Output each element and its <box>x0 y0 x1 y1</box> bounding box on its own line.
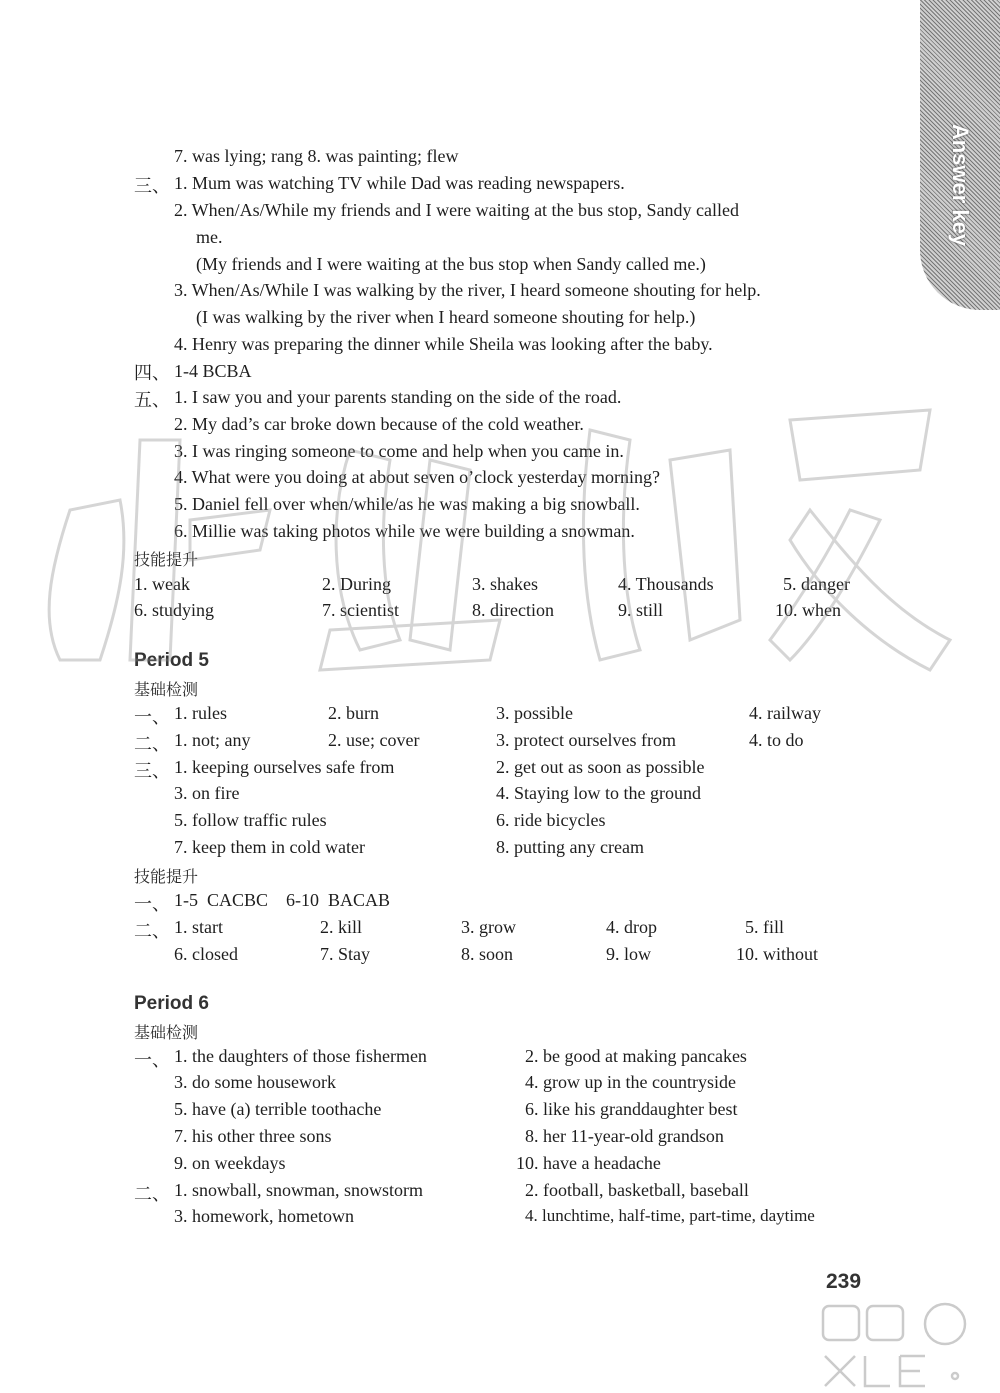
period-title: Period 5 <box>134 650 209 671</box>
section-mark: 五、 <box>134 390 170 410</box>
answer-item: 5. follow traffic rules <box>174 810 327 830</box>
section-mark: 一、 <box>134 1050 170 1070</box>
answer-item: 1. not; any <box>174 730 251 750</box>
answer-item: 10. without <box>736 944 819 964</box>
answer-item: 9. on weekdays <box>174 1153 286 1173</box>
section-mark: 一、 <box>134 894 170 914</box>
answer-item: 3. do some housework <box>174 1072 336 1092</box>
section-label: 基础检测 <box>134 1023 199 1042</box>
answer-item: 1. rules <box>174 703 227 723</box>
answer-item: 10. when <box>775 600 841 620</box>
answer-item: 2. kill <box>320 917 363 937</box>
answer-line: 5. Daniel fell over when/while/as he was making a big snowball. <box>174 494 640 514</box>
answer-item: 5. fill <box>745 917 784 937</box>
answer-item: 7. keep them in cold water <box>174 837 365 857</box>
section-mark: 二、 <box>134 734 170 754</box>
answer-item: 6. closed <box>174 944 238 964</box>
answer-item: 2. burn <box>328 703 379 723</box>
answer-line: 2. When/As/While my friends and I were waiting at the bus stop, Sandy called <box>174 200 740 220</box>
section-mark: 四、 <box>134 363 170 383</box>
answer-item: 3. protect ourselves from <box>496 730 676 750</box>
answer-item: 8. soon <box>461 944 514 964</box>
answer-item: 2. use; cover <box>328 730 420 750</box>
answer-line: 3. When/As/While I was walking by the river, I heard someone shouting for help. <box>174 280 761 300</box>
section-mark: 二、 <box>134 1184 170 1204</box>
answer-item: 2. football, basketball, baseball <box>525 1180 749 1200</box>
answer-item: 9. still <box>618 600 664 620</box>
answer-item: 10. have a headache <box>516 1153 661 1173</box>
answer-line: 2. My dad’s car broke down because of the cold weather. <box>174 414 584 434</box>
answer-item: 6. ride bicycles <box>496 810 606 830</box>
section-label: 基础检测 <box>134 680 199 699</box>
answer-item: 7. his other three sons <box>174 1126 332 1146</box>
period-title: Period 6 <box>134 993 209 1014</box>
answer-item: 4. railway <box>749 703 821 723</box>
answer-item: 4. lunchtime, half-time, part-time, daytime <box>525 1206 815 1225</box>
answer-line: me. <box>196 227 223 247</box>
answer-item: 2. be good at making pancakes <box>525 1046 747 1066</box>
answer-line: 1. I saw you and your parents standing on the side of the road. <box>174 387 622 407</box>
section-label: 技能提升 <box>134 867 199 886</box>
answer-item: 3. possible <box>496 703 574 723</box>
answer-item: 4. Thousands <box>618 574 714 594</box>
watermark-corner <box>815 1296 1000 1393</box>
answer-item: 2. During <box>322 574 391 594</box>
answer-item: 8. her 11-year-old grandson <box>525 1126 724 1146</box>
answer-line: 7. was lying; rang 8. was painting; flew <box>174 146 459 166</box>
side-tab-label: Answer key <box>948 123 974 247</box>
answer-line: (I was walking by the river when I heard someone shouting for help.) <box>196 307 696 327</box>
page-number: 239 <box>826 1270 862 1293</box>
answer-item: 4. grow up in the countryside <box>525 1072 736 1092</box>
answer-item: 1. snowball, snowman, snowstorm <box>174 1180 423 1200</box>
answer-line: 4. Henry was preparing the dinner while Sheila was looking after the baby. <box>174 334 713 354</box>
answer-item: 5. danger <box>783 574 850 594</box>
answer-item: 1. weak <box>134 574 190 594</box>
answer-item: 4. drop <box>606 917 657 937</box>
answer-item: 1. start <box>174 917 223 937</box>
answer-line: 1-4 BCBA <box>174 361 252 381</box>
section-label: 技能提升 <box>134 550 199 569</box>
answer-item: 6. studying <box>134 600 215 620</box>
answer-item: 7. Stay <box>320 944 371 964</box>
answer-item: 1. the daughters of those fishermen <box>174 1046 427 1066</box>
answer-item: 8. putting any cream <box>496 837 644 857</box>
answer-item: 3. homework, hometown <box>174 1206 354 1226</box>
section-mark: 三、 <box>134 761 170 781</box>
answer-item: 3. shakes <box>472 574 538 594</box>
answer-item: 4. to do <box>749 730 804 750</box>
answer-line: (My friends and I were waiting at the bus stop when Sandy called me.) <box>196 254 706 274</box>
answer-item: 1-5 CACBC 6-10 BACAB <box>174 890 391 910</box>
answer-line: 3. I was ringing someone to come and help when you came in. <box>174 441 624 461</box>
section-mark: 三、 <box>134 176 170 196</box>
answer-item: 8. direction <box>472 600 554 620</box>
answer-item: 7. scientist <box>322 600 399 620</box>
section-mark: 一、 <box>134 707 170 727</box>
answer-item: 9. low <box>606 944 651 964</box>
answer-line: 1. Mum was watching TV while Dad was reading newspapers. <box>174 173 625 193</box>
answer-item: 6. like his granddaughter best <box>525 1099 738 1119</box>
answer-line: 4. What were you doing at about seven o’clock yesterday morning? <box>174 467 661 487</box>
answer-item: 3. grow <box>461 917 516 937</box>
section-mark: 二、 <box>134 921 170 941</box>
answer-item: 3. on fire <box>174 783 240 803</box>
answer-item: 1. keeping ourselves safe from <box>174 757 395 777</box>
answer-line: 6. Millie was taking photos while we were building a snowman. <box>174 521 635 541</box>
answer-item: 2. get out as soon as possible <box>496 757 705 777</box>
answer-item: 5. have (a) terrible toothache <box>174 1099 382 1119</box>
answer-item: 4. Staying low to the ground <box>496 783 701 803</box>
